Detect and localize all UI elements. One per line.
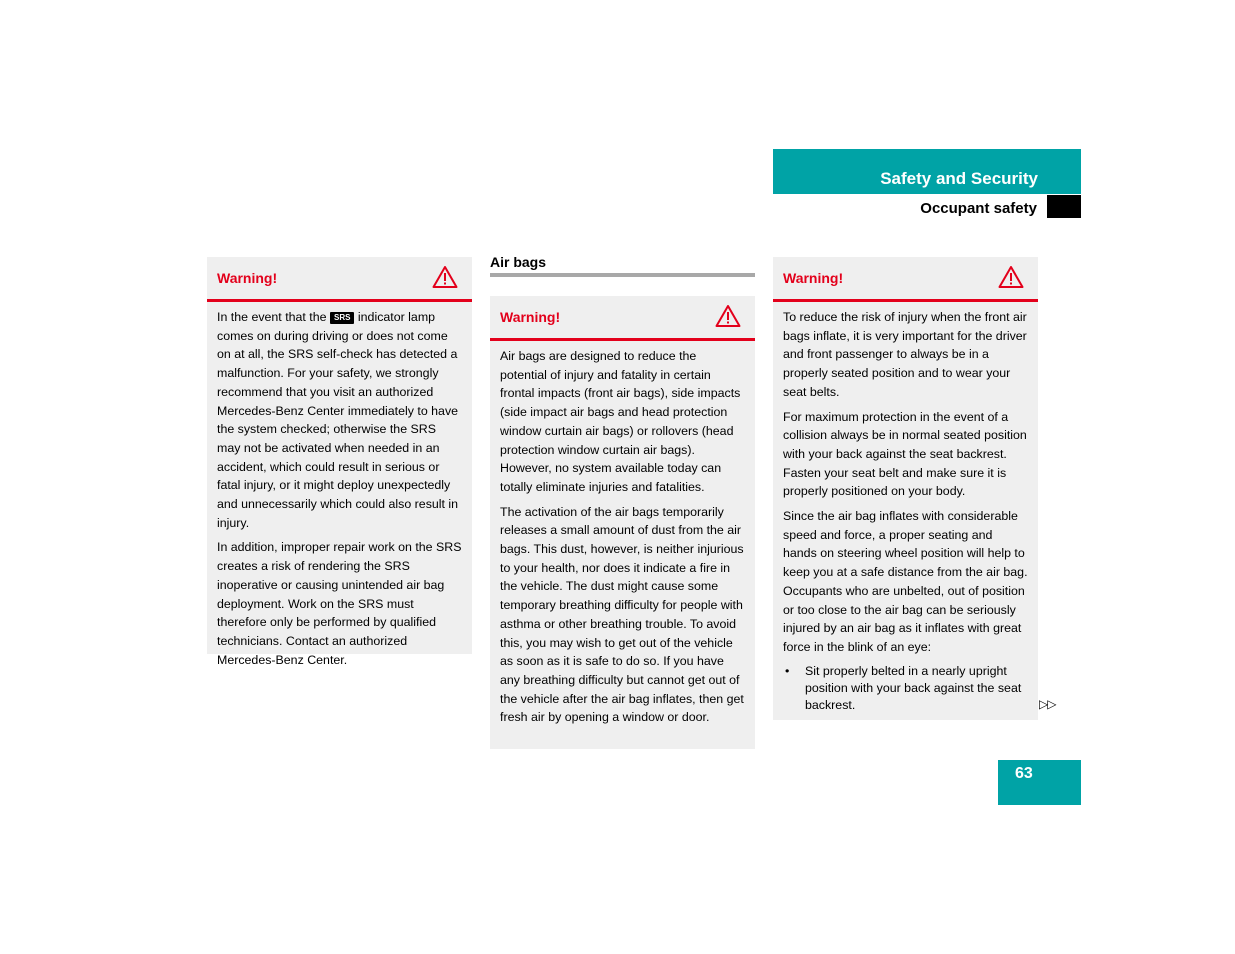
section-header-bar: [773, 149, 1081, 194]
warning-body: [490, 341, 755, 741]
warning-body: [207, 302, 472, 683]
page-number: 63: [1015, 765, 1033, 782]
page-number-box: [998, 760, 1081, 805]
warning-paragraph: In addition, improper repair work on the SRS creates a risk of rendering the SRS inoperative or causing unintended air bag deployment. Work on the SRS must therefore only be performed by qualified technicians. Contact an authorized Mercedes-Benz Center.: [217, 540, 462, 667]
bullet-item: • Sit properly belted in a nearly upright position with your back against the seat backrest.: [783, 663, 1028, 714]
warning-label: Warning!: [217, 270, 278, 286]
warning-header: [207, 257, 472, 302]
warning-header: [773, 257, 1038, 302]
warning-paragraph: To reduce the risk of injury when the front air bags inflate, it is very important for the driver and front passenger to always be in a properly seated position and to wear your seat belts.: [783, 310, 1027, 399]
warning-header: [490, 296, 755, 341]
warning-paragraph: Since the air bag inflates with considerable speed and force, a proper seating and hands on steering wheel position will help to keep you at a safe distance from the air bag. Occupants who are unbelted, out of position or too close to the air bag can be seriously injured by an air bag as it inflates with great force in the blink of an eye:: [783, 509, 1028, 654]
warning-paragraph: For maximum protection in the event of a collision always be in normal seated position with your back against the seat backrest. Fasten your seat belt and make sure it is properly positioned on your body.: [783, 409, 1027, 499]
warning-triangle-icon: [998, 265, 1024, 289]
left-warning-box: [207, 257, 472, 667]
warning-paragraph: Air bags are designed to reduce the potential of injury and fatality in certain frontal impacts (front air bags), side impacts (side impact air bags and head protection window curtain air bags) or rollovers (head protection window curtain air bags). However, no system available today can totally eliminate injuries and fatalities.: [500, 349, 741, 494]
section-title: Safety and Security: [880, 169, 1038, 188]
subsection-marker: [1047, 195, 1081, 218]
airbags-heading: Air bags: [490, 254, 547, 270]
right-warning-box: [773, 257, 1038, 720]
bullet-list: [783, 663, 1028, 714]
warning-paragraph: [217, 308, 462, 532]
heading-rule: [490, 273, 755, 277]
subsection-title: Occupant safety: [920, 200, 1037, 217]
continue-arrows-icon: ▷▷: [1039, 697, 1056, 711]
srs-indicator-badge: SRS: [330, 312, 354, 324]
paragraph-text: indicator lamp comes on during driving or does not come on at all, the SRS self-check has detected a malfunction. For your safety, we strongly recommend that you visit an authorized Mercedes-Benz Center immediately to have the system checked; otherwise the SRS may not be activated when needed in an accident, which could result in serious or fatal injury, or it might deploy unexpectedly and unnecessarily which could also result in injury.: [217, 310, 459, 530]
warning-body: [773, 302, 1038, 722]
warning-triangle-icon: [715, 304, 741, 328]
warning-triangle-icon: [432, 265, 458, 289]
paragraph-text: In the event that the: [217, 310, 327, 324]
warning-label: Warning!: [783, 270, 844, 286]
middle-warning-box: [490, 296, 755, 749]
warning-label: Warning!: [500, 309, 561, 325]
warning-paragraph: The activation of the air bags temporarily releases a small amount of dust from the air bags. This dust, however, is neither injurious to your health, nor does it indicate a fire in the vehicle. The dust might cause some temporary breathing difficulty for people with asthma or other breathing trouble. To avoid this, you may wish to get out of the vehicle as soon as it is safe to do so. If you have any breathing difficulty but cannot get out of the vehicle after the air bag inflates, then get fresh air by opening a window or door.: [500, 504, 744, 725]
